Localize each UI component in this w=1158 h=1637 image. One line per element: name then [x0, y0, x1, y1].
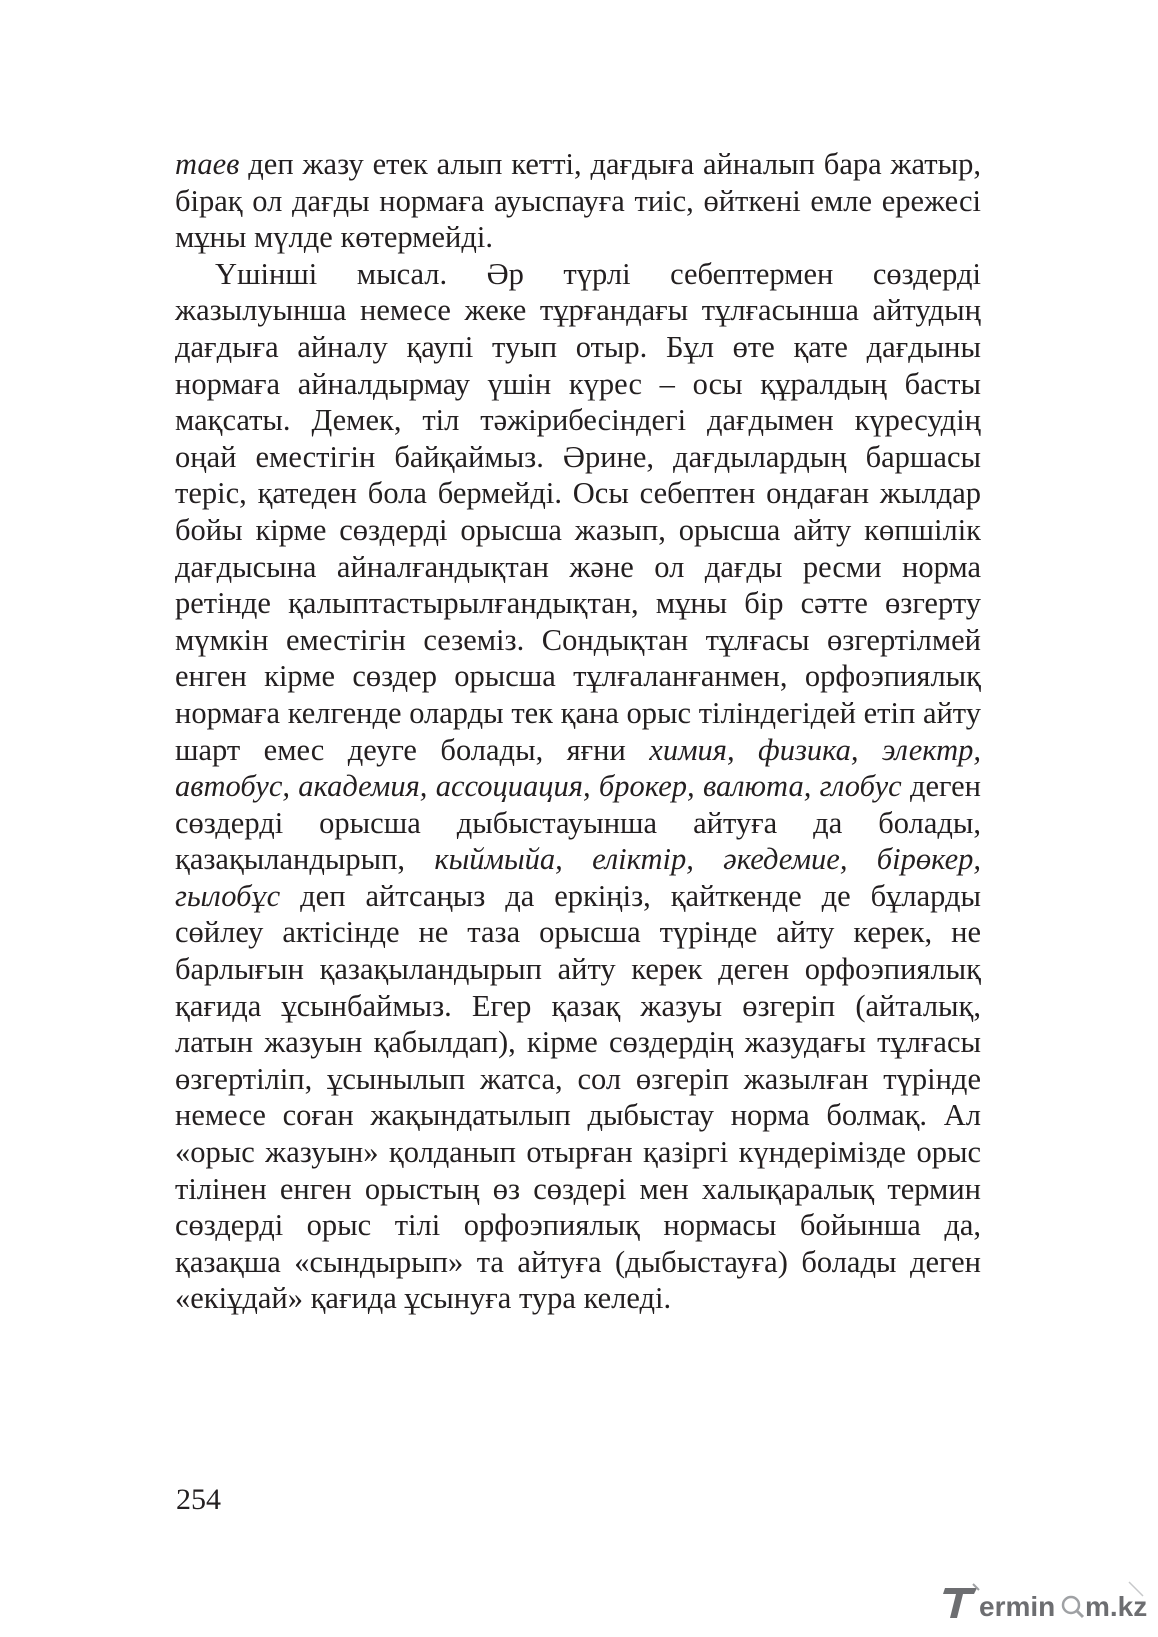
text-fragment: деп айтсаңыз да еркіңіз, қайткенде де бұларды сөйлеу актісінде не таза орысша түрінде айту керек, не барлығын қазақыландырып айту керек деген орфоэпиялық қағида ұсынбаймыз. Егер қазақ жазуы өзгеріп (айталық, латын жазуын қабылдап), кірме сөздердің жазудағы тұлғасы өзгертіліп, ұсынылып жатса, сол өзгеріп жазылған түрінде немесе соған жақындатылып дыбыстау норма болмақ. Ал «орыс жазуын» қолданып отырған қазіргі күндерімізде орыс тілінен енген орыстың өз сөздері мен халықаралық термин сөздерді орыс тілі орфоэпиялық нормасы бойынша да, қазақша «сындырып» та айтуға (дыбыстауға) болады деген «екіұдай» қағида ұсынуға тура келеді. [175, 878, 981, 1316]
page-body-text [175, 146, 981, 1317]
text-fragment: Үшінші мысал. Әр түрлі себептермен сөздерді жазылуынша немесе жеке тұрғандағы тұлғасынша айтудың дағдыға айналу қаупі туып отыр. Бұл өте қате дағдыны нормаға айналдырмау үшін күрес – осы құралдың басты мақсаты. Демек, тіл тәжірибесіндегі дағдымен күресудің оңай еместігін байқаймыз. Әрине, дағдылардың баршасы теріс, қатеден бола бермейді. Осы себептен ондаған жылдар бойы кірме сөздерді орысша жазып, орысша айту көпшілік дағдысына айналғандықтан және ол дағды ресми норма ретінде қалыптастырылғандықтан, мұны бір сәтте өзгерту мүмкін еместігін сеземіз. Сондықтан тұлғасы өзгертілмей енген кірме сөздер орысша тұлғаланғанмен, орфоэпиялық нормаға келгенде оларды тек қана орыс тіліндегідей етіп айту шарт емес деуге болады, яғни [175, 256, 981, 767]
svg-text:m.kz: m.kz [1085, 1591, 1148, 1622]
text-fragment: деп жазу етек алып кетті, дағдыға айналып бара жатыр, бірақ ол дағды нормаға ауыспауға тиіс, өйткені емле ережесі мұны мүлде көтермейді. [175, 147, 981, 255]
italic-fragment: химия, физика, электр, автобус, академия, ассоциация, брокер, валюта, глобус [175, 732, 981, 804]
paragraph-third-example [175, 256, 981, 1317]
italic-fragment: кыймыйа, еліктір, әкедемие, бірөкер, гылобұс [175, 842, 981, 913]
page-number: 254 [176, 1483, 221, 1516]
termincom-watermark-logo [943, 1580, 1149, 1624]
paragraph-continued [175, 146, 981, 256]
italic-fragment: таев [175, 147, 240, 181]
svg-text:ermin: ermin [979, 1591, 1056, 1622]
text-fragment: деген сөздерді орысша дыбыстауынша айтуға да болады, қазақыландырып, [175, 769, 981, 877]
